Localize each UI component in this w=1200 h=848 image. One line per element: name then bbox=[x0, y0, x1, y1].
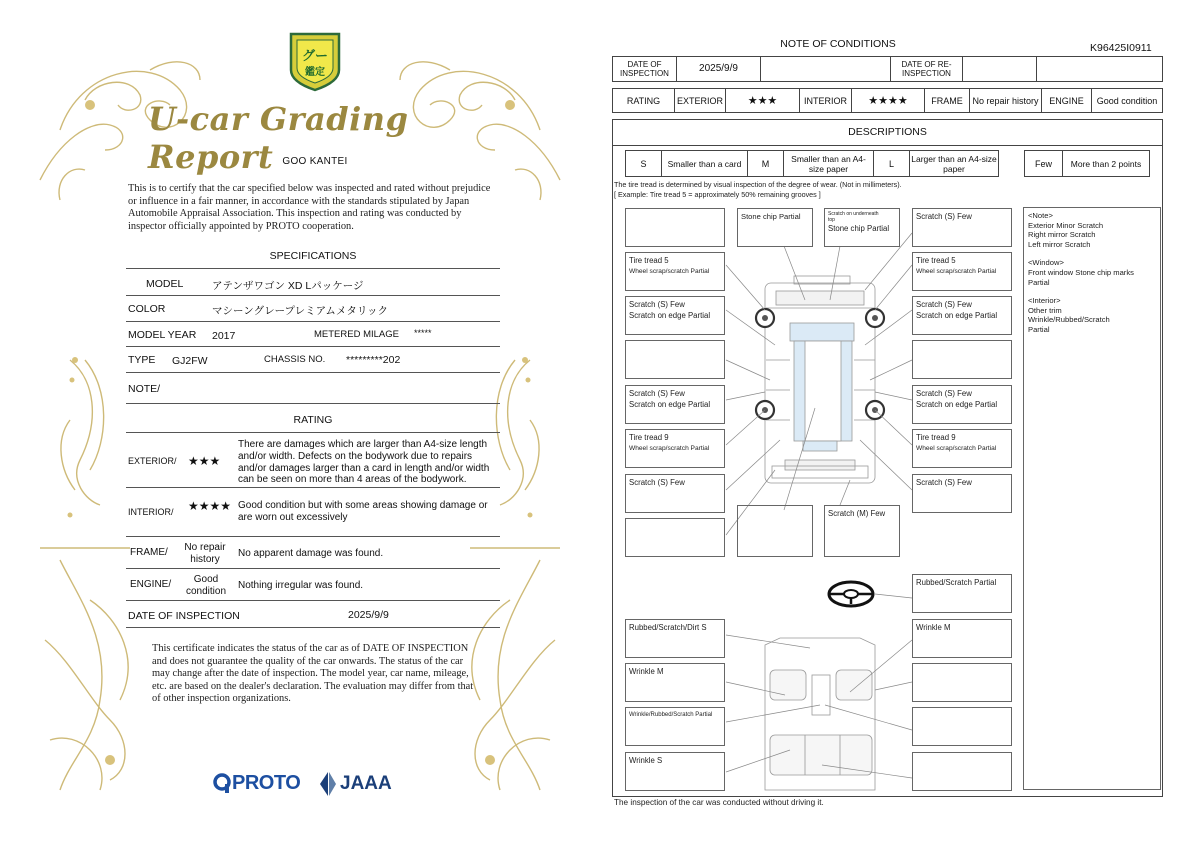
spec-row-type bbox=[126, 347, 500, 373]
color-value: マシーングレープレミアムメタリック bbox=[212, 305, 388, 317]
condition-text: Scratch (S) Few bbox=[629, 389, 685, 398]
frame-label: FRAME/ bbox=[130, 547, 168, 558]
footer-logos bbox=[212, 770, 402, 800]
frame-value: No repair history bbox=[970, 89, 1042, 112]
type-label: TYPE bbox=[128, 354, 156, 366]
condition-box-interior-left-4 bbox=[625, 752, 725, 791]
frame-value: No repair history bbox=[184, 542, 226, 565]
date-of-inspection-label: DATE OF INSPECTION bbox=[613, 57, 677, 81]
condition-text: Scratch (S) Few bbox=[916, 478, 972, 487]
condition-box-right-2 bbox=[912, 252, 1012, 291]
condition-box-interior-left-2 bbox=[625, 663, 725, 702]
proto-logo-icon bbox=[212, 772, 232, 794]
condition-text-2: Wheel scrap/scratch Partial bbox=[916, 445, 997, 452]
spec-row-color bbox=[126, 296, 500, 322]
type-value: GJ2FW bbox=[172, 355, 208, 367]
note-line: Wrinkle/Rubbed/Scratch bbox=[1028, 315, 1110, 325]
condition-text: Scratch (S) Few bbox=[916, 212, 972, 221]
descriptions-heading: DESCRIPTIONS bbox=[848, 126, 927, 138]
condition-text-2: Wheel scrap/scratch Partial bbox=[916, 268, 997, 275]
legend-few-key: Few bbox=[1025, 151, 1063, 176]
legend-l-key: L bbox=[874, 151, 910, 176]
condition-text-tiny: top bbox=[828, 217, 835, 223]
legend-s-desc: Smaller than a card bbox=[662, 151, 748, 176]
condition-text: Wrinkle M bbox=[629, 667, 664, 676]
frame-description: No apparent damage was found. bbox=[238, 548, 384, 559]
badge-text-bottom: 鑑定 bbox=[305, 67, 325, 78]
condition-text: Tire tread 9 bbox=[916, 433, 956, 442]
engine-description: Nothing irregular was found. bbox=[238, 580, 364, 591]
condition-text-2: Scratch on edge Partial bbox=[629, 311, 711, 320]
jaaa-logo-icon bbox=[318, 770, 338, 798]
engine-label: ENGINE bbox=[1042, 89, 1092, 112]
rating-row-engine bbox=[126, 569, 500, 601]
condition-text: Scratch (S) Few bbox=[916, 389, 972, 398]
condition-box-left-6 bbox=[625, 429, 725, 468]
chassis-value: *********202 bbox=[346, 354, 401, 366]
condition-text-2: Scratch on edge Partial bbox=[916, 400, 998, 409]
model-label: MODEL bbox=[146, 278, 184, 290]
condition-text: Tire tread 9 bbox=[629, 433, 669, 442]
spec-row-model bbox=[126, 268, 500, 296]
note-of-conditions bbox=[600, 0, 1200, 848]
condition-box-left-5 bbox=[625, 385, 725, 424]
condition-box-left-2 bbox=[625, 252, 725, 291]
rating-label: RATING bbox=[613, 89, 675, 112]
legend-few-desc: More than 2 points bbox=[1070, 158, 1142, 169]
condition-box-steering bbox=[912, 574, 1012, 613]
condition-text: Scratch (M) Few bbox=[828, 509, 886, 518]
exterior-description: There are damages which are larger than A4-size length and/or width. Defects on the bodywork due to repairs and/or damages larger than a card in length and/or width can be seen on more than 4 areas of the bodywork. bbox=[238, 439, 490, 486]
color-label: COLOR bbox=[128, 303, 166, 315]
interior-stars: ★★★★ bbox=[188, 499, 232, 513]
condition-text: Wrinkle/Rubbed/Scratch Partial bbox=[629, 712, 713, 718]
condition-box-interior-right-2 bbox=[912, 663, 1012, 702]
metered-milage-label: METERED MILAGE bbox=[314, 329, 399, 340]
condition-box-bottom-center-left bbox=[737, 505, 813, 557]
metered-milage-value: ***** bbox=[414, 328, 432, 338]
condition-text: Tire tread 5 bbox=[629, 256, 669, 265]
exterior-label: EXTERIOR bbox=[675, 89, 726, 112]
jaaa-logo-text: JAAA bbox=[340, 773, 392, 794]
chassis-label: CHASSIS NO. bbox=[264, 354, 326, 365]
badge-text-top: グー bbox=[301, 49, 329, 64]
rating-row-interior bbox=[126, 488, 500, 537]
note-line: Other trim bbox=[1028, 305, 1062, 315]
condition-box-left-8 bbox=[625, 518, 725, 557]
engine-label: ENGINE/ bbox=[130, 579, 172, 590]
condition-box-interior-right-4 bbox=[912, 752, 1012, 791]
legend-m-key: M bbox=[748, 151, 784, 176]
exterior-stars: ★★★ bbox=[726, 89, 800, 112]
condition-box-bottom-center-right bbox=[824, 505, 900, 557]
rating-heading: RATING bbox=[293, 414, 333, 426]
condition-box-left-4 bbox=[625, 340, 725, 379]
exterior-label: EXTERIOR/ bbox=[128, 456, 177, 466]
noc-title: NOTE OF CONDITIONS bbox=[780, 38, 896, 50]
condition-text: Scratch (S) Few bbox=[629, 478, 685, 487]
engine-value: Good condition bbox=[1096, 95, 1158, 106]
condition-text: Tire tread 5 bbox=[916, 256, 956, 265]
rating-row-frame bbox=[126, 537, 500, 569]
engine-value: Good condition bbox=[185, 574, 227, 597]
condition-text: Rubbed/Scratch/Dirt S bbox=[629, 623, 707, 632]
interior-stars: ★★★★ bbox=[852, 89, 925, 112]
legend-s-key: S bbox=[626, 151, 662, 176]
condition-text: Scratch (S) Few bbox=[916, 300, 972, 309]
spec-row-note bbox=[126, 373, 500, 404]
condition-text: Scratch (S) Few bbox=[629, 300, 685, 309]
condition-box-interior-right-3 bbox=[912, 707, 1012, 746]
report-id: K96425I0911 bbox=[1090, 42, 1152, 54]
frame-label: FRAME bbox=[925, 89, 970, 112]
rating-row-date bbox=[126, 601, 500, 628]
condition-box-right-1 bbox=[912, 208, 1012, 247]
date-of-inspection-label: DATE OF INSPECTION bbox=[128, 610, 240, 622]
condition-box-interior-right-1 bbox=[912, 619, 1012, 658]
note-line: Partial bbox=[1028, 324, 1050, 334]
interior-label: INTERIOR bbox=[800, 89, 852, 112]
tire-note-line-1: The tire tread is determined by visual inspection of the degree of wear. (Not in millimeters). bbox=[614, 180, 902, 189]
steering-wheel-icon bbox=[829, 582, 873, 606]
inspection-footnote: The inspection of the car was conducted without driving it. bbox=[614, 798, 824, 807]
notes-panel bbox=[1023, 207, 1161, 790]
condition-text-2: Wheel scrap/scratch Partial bbox=[629, 268, 710, 275]
condition-text: Stone chip Partial bbox=[741, 212, 801, 221]
note-line: Exterior Minor Scratch bbox=[1028, 220, 1104, 230]
legend-l-desc: Larger than an A4-size paper bbox=[911, 153, 997, 174]
disclaimer: This certificate indicates the status of the car as of DATE OF INSPECTION and does not guarantee the quality of the car onwards. The status of the car may change after the date of inspection. The model year, car name, mileage, etc. are based on the dealer's declaration. The evaluation may differ from that of other inspection organizations. bbox=[152, 643, 474, 705]
condition-box-right-5 bbox=[912, 385, 1012, 424]
condition-box-right-4 bbox=[912, 340, 1012, 379]
note-heading: <Note> bbox=[1028, 211, 1053, 220]
certification-statement: This is to certify that the car specified below was inspected and rated without prejudice or influence in a fair manner, in accordance with the standards stipulated by Japan Automobile Appraisal Association. This inspection and rating was conducted by inspector officially appointed by PROTO cooperation. bbox=[128, 183, 491, 232]
date-of-reinspection-label: DATE OF RE-INSPECTION bbox=[891, 57, 963, 81]
note-label: NOTE/ bbox=[128, 383, 161, 395]
condition-box-interior-left-3 bbox=[625, 707, 725, 746]
rating-row-exterior bbox=[126, 432, 500, 488]
condition-box-left-7 bbox=[625, 474, 725, 513]
interior-description: Good condition but with some areas showing damage or are worn out excessively bbox=[238, 500, 488, 523]
goo-kantei-badge bbox=[287, 30, 343, 92]
condition-text-2: Scratch on edge Partial bbox=[629, 400, 711, 409]
condition-box-right-6 bbox=[912, 429, 1012, 468]
model-year-label: MODEL YEAR bbox=[128, 329, 197, 341]
condition-box-interior-left-1 bbox=[625, 619, 725, 658]
date-of-inspection-value: 2025/9/9 bbox=[348, 609, 389, 621]
note-line: Front window Stone chip marks bbox=[1028, 267, 1134, 277]
date-of-inspection-value: 2025/9/9 bbox=[677, 57, 761, 81]
condition-box-right-7 bbox=[912, 474, 1012, 513]
model-year-value: 2017 bbox=[212, 330, 236, 342]
condition-box-left-3 bbox=[625, 296, 725, 335]
condition-text: Rubbed/Scratch Partial bbox=[916, 578, 997, 587]
legend-m-desc: Smaller than an A4-size paper bbox=[784, 151, 874, 176]
condition-text-small: Scratch on underneath bbox=[828, 211, 879, 217]
note-line: Right mirror Scratch bbox=[1028, 230, 1096, 240]
condition-text: Wrinkle M bbox=[916, 623, 951, 632]
condition-text: Wrinkle S bbox=[629, 756, 663, 765]
condition-text-2: Wheel scrap/scratch Partial bbox=[629, 445, 710, 452]
note-line: Left mirror Scratch bbox=[1028, 239, 1091, 249]
tire-note-line-2: [ Example: Tire tread 5 = approximately 50% remaining grooves ] bbox=[614, 189, 821, 199]
report-title: U-car Grading Report bbox=[148, 100, 409, 176]
model-value: アテンザワゴン XD Lパッケージ bbox=[212, 280, 364, 292]
condition-text: Stone chip Partial bbox=[828, 224, 890, 233]
exterior-stars: ★★★ bbox=[188, 454, 221, 468]
proto-logo-text: PROTO bbox=[232, 772, 301, 794]
condition-box-top-center-right bbox=[824, 208, 900, 247]
condition-text-2: Scratch on edge Partial bbox=[916, 311, 998, 320]
condition-box-right-3 bbox=[912, 296, 1012, 335]
interior-label: INTERIOR/ bbox=[128, 507, 174, 517]
specifications-heading: SPECIFICATIONS bbox=[269, 250, 357, 262]
issuer-name: GOO KANTEI bbox=[282, 156, 348, 167]
spec-row-model-year bbox=[126, 322, 500, 347]
note-line: Partial bbox=[1028, 277, 1050, 287]
interior-heading: <Interior> bbox=[1028, 296, 1061, 306]
window-heading: <Window> bbox=[1028, 258, 1064, 268]
condition-box-top-left bbox=[625, 208, 725, 247]
condition-box-top-center-left bbox=[737, 208, 813, 247]
